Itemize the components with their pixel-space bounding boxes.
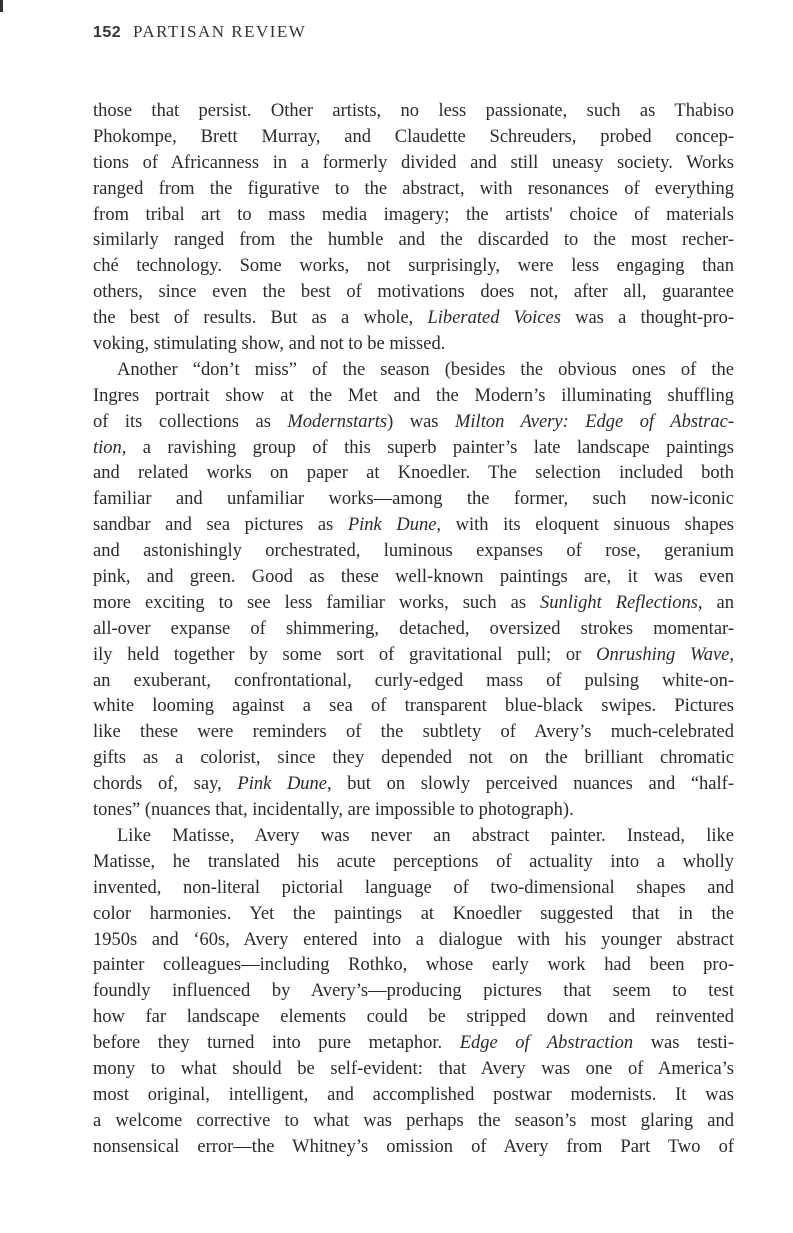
text-run: painter colleagues—including Rothko, whose early work had been pro- [93, 955, 734, 976]
text-run: Another “don’t miss” of the season (besides the obvious ones of the [117, 359, 734, 380]
body-text [93, 99, 734, 1161]
text-run: , a ravishing group of this superb painter’s late landscape paintings [121, 437, 734, 458]
running-head [93, 22, 306, 42]
text-line [93, 1005, 734, 1031]
text-line [93, 617, 734, 643]
text-run: an exuberant, confrontational, curly-edged mass of pulsing white-on- [93, 670, 734, 691]
text-line [93, 643, 734, 669]
text-line [93, 1083, 734, 1109]
text-run: Like Matisse, Avery was never an abstract painter. Instead, like [117, 825, 734, 846]
text-line [93, 513, 734, 539]
text-line [93, 694, 734, 720]
text-line [93, 99, 734, 125]
text-line [93, 1057, 734, 1083]
text-run: , with its eloquent sinuous shapes [436, 515, 734, 536]
italic-title: Pink Dune [237, 774, 328, 795]
text-run: before they turned into pure metaphor. [93, 1033, 460, 1054]
italic-title: Liberated Voices [427, 308, 561, 329]
text-run: color harmonies. Yet the paintings at Knoedler suggested that in the [93, 903, 734, 924]
text-line [93, 669, 734, 695]
text-run: similarly ranged from the humble and the discarded to the most recher- [93, 230, 734, 251]
text-line [93, 591, 734, 617]
text-run: , but on slowly perceived nuances and “half- [327, 774, 734, 795]
text-line [93, 280, 734, 306]
text-line [93, 953, 734, 979]
text-line [93, 824, 734, 850]
text-line [93, 228, 734, 254]
italic-title: Pink Dune [347, 515, 437, 536]
italic-title: Milton Avery: Edge of Abstrac- [455, 411, 734, 432]
text-line [93, 384, 734, 410]
text-line [93, 1031, 734, 1057]
text-run: and astonishingly orchestrated, luminous expanses of rose, geranium [93, 541, 734, 562]
text-run: mony to what should be self-evident: that Avery was one of America’s [93, 1058, 734, 1079]
text-run: tions of Africanness in a formerly divided and still uneasy society. Works [93, 152, 734, 173]
text-run: ranged from the figurative to the abstract, with resonances of everything [93, 178, 734, 199]
text-run: invented, non-literal pictorial language of two-dimensional shapes and [93, 877, 734, 898]
text-line [93, 125, 734, 151]
text-line [93, 798, 734, 824]
text-line [93, 358, 734, 384]
text-run: gifts as a colorist, since they depended not on the brilliant chromatic [93, 748, 734, 769]
italic-title: tion [93, 437, 122, 458]
text-line [93, 1135, 734, 1161]
italic-title: Modernstarts [287, 411, 388, 432]
text-run: chords of, say, [93, 774, 238, 795]
text-line [93, 203, 734, 229]
text-run: others, since even the best of motivations does not, after all, guarantee [93, 282, 734, 303]
journal-title: PARTISAN REVIEW [132, 22, 307, 41]
text-line [93, 177, 734, 203]
text-line [93, 876, 734, 902]
text-run: Ingres portrait show at the Met and the Modern’s illuminating shuffling [93, 385, 734, 406]
text-line [93, 720, 734, 746]
text-run: like these were reminders of the subtlety of Avery’s much-celebrated [93, 722, 734, 743]
italic-title: Onrushing Wave [596, 644, 730, 665]
text-run: white looming against a sea of transparent blue-black swipes. Pictures [93, 696, 734, 717]
text-run: the best of results. But as a whole, [93, 308, 428, 329]
text-run: of its collections as [93, 411, 288, 432]
text-line [93, 332, 734, 358]
text-line [93, 928, 734, 954]
text-run: tones” (nuances that, incidentally, are impossible to photograph). [93, 800, 574, 821]
text-line [93, 461, 734, 487]
text-line [93, 772, 734, 798]
text-run: from tribal art to mass media imagery; the artists' choice of materials [93, 204, 734, 225]
text-run: ily held together by some sort of gravitational pull; or [93, 644, 597, 665]
text-run: most original, intelligent, and accomplished postwar modernists. It was [93, 1084, 734, 1105]
text-run: , [729, 644, 734, 665]
text-line [93, 1109, 734, 1135]
text-line [93, 902, 734, 928]
text-run: ché technology. Some works, not surprisingly, were less engaging than [93, 256, 734, 277]
page-number: 152 [93, 24, 122, 41]
text-line [93, 746, 734, 772]
text-run: those that persist. Other artists, no less passionate, such as Thabiso [93, 101, 734, 121]
text-line [93, 565, 734, 591]
text-run: and related works on paper at Knoedler. The selection included both [93, 463, 734, 484]
text-run: was a thought-pro- [560, 308, 734, 329]
text-line [93, 850, 734, 876]
text-run: more exciting to see less familiar works, such as [93, 592, 541, 613]
text-line [93, 487, 734, 513]
italic-title: Sunlight Reflections [540, 592, 698, 613]
text-run: foundly influenced by Avery’s—producing pictures that seem to test [93, 981, 734, 1002]
text-line [93, 436, 734, 462]
text-run: sandbar and sea pictures as [93, 515, 348, 536]
text-run: nonsensical error—the Whitney’s omission of Avery from Part Two of [93, 1136, 734, 1157]
text-run: Phokompe, Brett Murray, and Claudette Schreuders, probed concep- [93, 126, 734, 147]
page-edge-mark [0, 0, 3, 12]
text-run: familiar and unfamiliar works—among the former, such now-iconic [93, 489, 734, 510]
text-run: , an [697, 592, 734, 613]
text-run: pink, and green. Good as these well-known paintings are, it was even [93, 567, 734, 588]
text-line [93, 151, 734, 177]
text-line [93, 979, 734, 1005]
text-line [93, 539, 734, 565]
text-run: 1950s and ‘60s, Avery entered into a dialogue with his younger abstract [93, 929, 734, 950]
text-run: how far landscape elements could be stripped down and reinvented [93, 1007, 734, 1028]
text-line [93, 306, 734, 332]
text-run: Matisse, he translated his acute perceptions of actuality into a wholly [93, 851, 734, 872]
text-run: all-over expanse of shimmering, detached, oversized strokes momentar- [93, 618, 734, 639]
italic-title: Edge of Abstraction [459, 1033, 634, 1054]
text-run: was testi- [633, 1033, 734, 1054]
text-line [93, 254, 734, 280]
text-line [93, 410, 734, 436]
text-run: ) was [387, 411, 455, 432]
text-run: voking, stimulating show, and not to be missed. [93, 334, 446, 355]
text-run: a welcome corrective to what was perhaps the season’s most glaring and [93, 1110, 734, 1131]
